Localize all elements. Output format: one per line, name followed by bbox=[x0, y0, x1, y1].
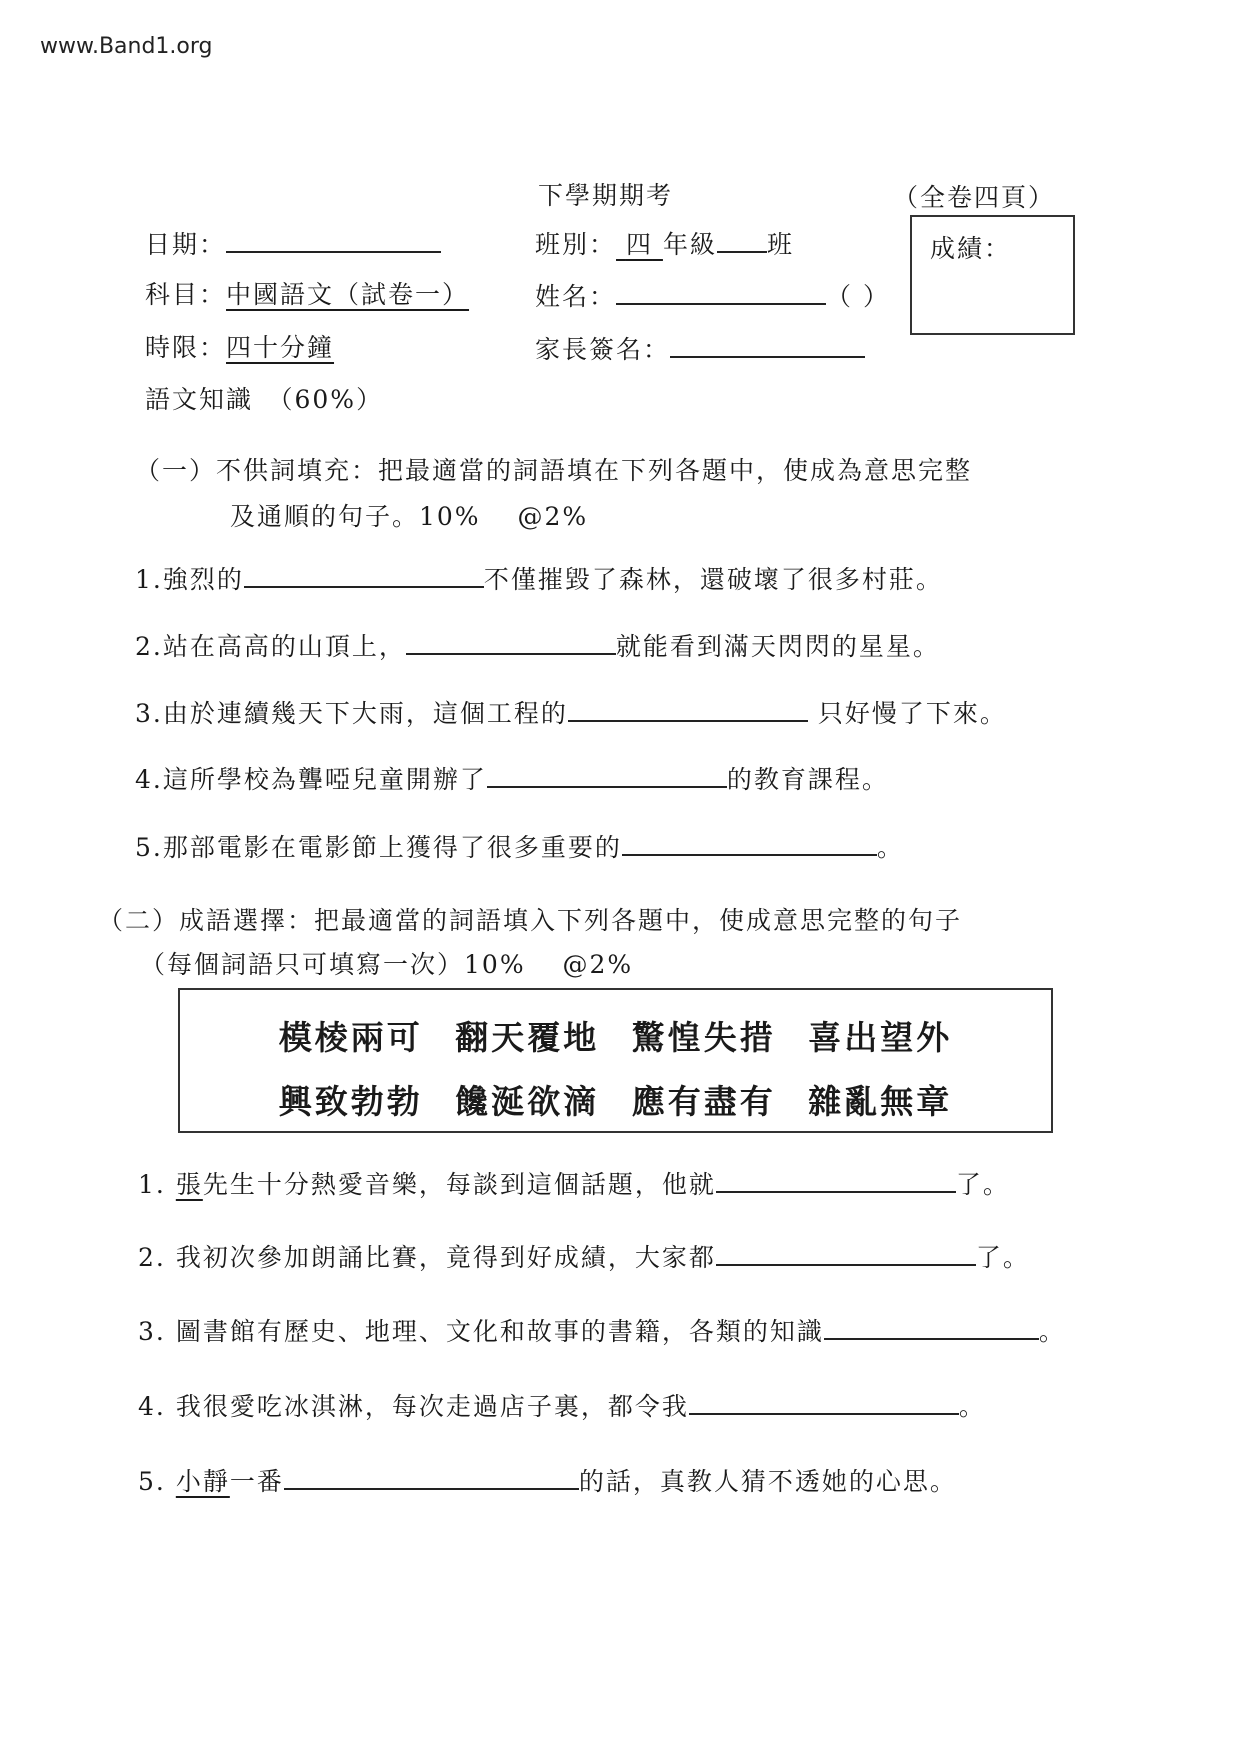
part1-question-3 bbox=[135, 694, 1007, 730]
grade-word: 年級 bbox=[662, 230, 717, 259]
time-row bbox=[145, 328, 334, 364]
part1-question-4 bbox=[135, 760, 889, 796]
answer-blank[interactable] bbox=[716, 1238, 976, 1266]
word-bank-row-2 bbox=[180, 1076, 1051, 1123]
answer-blank[interactable] bbox=[689, 1387, 959, 1415]
question-text-before: 先生十分熱愛音樂，每談到這個話題，他就 bbox=[202, 1170, 716, 1199]
date-field[interactable] bbox=[226, 225, 441, 253]
answer-blank[interactable] bbox=[284, 1462, 579, 1490]
part2-question-4 bbox=[138, 1387, 986, 1423]
part1-heading-line2: 及通順的句子。10% @2% bbox=[230, 502, 589, 531]
exam-title: 下學期期考 bbox=[538, 181, 674, 210]
answer-blank[interactable] bbox=[716, 1165, 956, 1193]
word-bank-item: 饞涎欲滴 bbox=[455, 1082, 600, 1121]
question-text-before: 那部電影在電影節上獲得了很多重要的 bbox=[162, 833, 622, 862]
question-number: 3. bbox=[135, 699, 163, 728]
name-field[interactable] bbox=[616, 277, 826, 305]
question-text-after: 不僅摧毀了森林，還破壞了很多村莊。 bbox=[483, 565, 943, 594]
proper-name: 張 bbox=[175, 1170, 203, 1199]
class-label: 班別： bbox=[535, 230, 617, 259]
question-number: 1. bbox=[138, 1170, 166, 1199]
proper-name: 小靜 bbox=[175, 1467, 230, 1496]
time-value: 四十分鐘 bbox=[226, 333, 335, 362]
class-row bbox=[535, 225, 794, 261]
question-text-after: 的話，真教人猜不透她的心思。 bbox=[578, 1467, 957, 1496]
word-bank-box bbox=[178, 988, 1053, 1133]
question-number: 5. bbox=[138, 1467, 166, 1496]
question-number: 5. bbox=[135, 833, 163, 862]
time-label: 時限： bbox=[145, 333, 227, 362]
answer-blank[interactable] bbox=[406, 627, 616, 655]
subject-row bbox=[145, 275, 469, 311]
word-bank-item: 模棱兩可 bbox=[278, 1018, 423, 1057]
question-number: 4. bbox=[138, 1392, 166, 1421]
answer-blank[interactable] bbox=[487, 760, 727, 788]
question-number: 2. bbox=[138, 1243, 166, 1272]
answer-blank[interactable] bbox=[622, 828, 877, 856]
part2-question-3 bbox=[138, 1312, 1066, 1348]
parent-sign-label: 家長簽名： bbox=[535, 335, 671, 364]
score-box bbox=[910, 215, 1075, 335]
date-row bbox=[145, 225, 441, 261]
question-number: 3. bbox=[138, 1317, 166, 1346]
section-heading: 語文知識 （60%） bbox=[145, 385, 384, 414]
question-number: 4. bbox=[135, 765, 163, 794]
answer-blank[interactable] bbox=[568, 694, 808, 722]
question-text-before: 站在高高的山頂上， bbox=[162, 632, 406, 661]
word-bank-item: 興致勃勃 bbox=[278, 1082, 423, 1121]
date-label: 日期： bbox=[145, 230, 227, 259]
word-bank-item: 雜亂無章 bbox=[808, 1082, 953, 1121]
word-bank-item: 驚惶失措 bbox=[631, 1018, 776, 1057]
question-text-before: 一番 bbox=[229, 1467, 284, 1496]
parent-sign-field[interactable] bbox=[670, 330, 865, 358]
word-bank-item: 喜出望外 bbox=[808, 1018, 953, 1057]
part2-question-1 bbox=[138, 1165, 1010, 1201]
question-text-before: 這所學校為聾啞兒童開辦了 bbox=[162, 765, 487, 794]
part1-question-1 bbox=[135, 560, 943, 596]
question-text-after: 的教育課程。 bbox=[726, 765, 889, 794]
score-label: 成績： bbox=[930, 234, 1012, 263]
part1-question-2 bbox=[135, 627, 940, 663]
part1-heading-line1: （一）不供詞填充：把最適當的詞語填在下列各題中，使成為意思完整 bbox=[135, 456, 973, 485]
part1-question-5 bbox=[135, 828, 904, 864]
question-text-before: 由於連續幾天下大雨，這個工程的 bbox=[162, 699, 568, 728]
parent-sign-row bbox=[535, 330, 865, 366]
question-text-before: 我初次參加朗誦比賽，竟得到好成績，大家都 bbox=[175, 1243, 716, 1272]
question-text-before: 我很愛吃冰淇淋，每次走過店子裏，都令我 bbox=[175, 1392, 689, 1421]
pages-note: （全卷四頁） bbox=[893, 183, 1056, 212]
question-text-before: 強烈的 bbox=[162, 565, 244, 594]
class-grade-value[interactable]: 四 bbox=[625, 230, 653, 259]
class-field[interactable] bbox=[717, 225, 767, 253]
word-bank-item: 翻天覆地 bbox=[455, 1018, 600, 1057]
part2-question-2 bbox=[138, 1238, 1030, 1274]
question-text-after: 就能看到滿天閃閃的星星。 bbox=[615, 632, 940, 661]
part2-question-5 bbox=[138, 1462, 957, 1498]
name-row bbox=[535, 277, 890, 313]
name-label: 姓名： bbox=[535, 282, 617, 311]
class-suffix: 班 bbox=[766, 230, 794, 259]
question-text-after: 只好慢了下來。 bbox=[807, 699, 1007, 728]
class-number-field[interactable]: （ ） bbox=[826, 282, 890, 311]
answer-blank[interactable] bbox=[244, 560, 484, 588]
part2-heading-line2: （每個詞語只可填寫一次）10% @2% bbox=[140, 950, 634, 979]
question-text-after: 。 bbox=[958, 1392, 986, 1421]
site-watermark: www.Band1.org bbox=[40, 34, 213, 59]
question-text-after: 。 bbox=[1038, 1317, 1066, 1346]
question-text-after: 。 bbox=[876, 833, 904, 862]
word-bank-item: 應有盡有 bbox=[631, 1082, 776, 1121]
word-bank-row-1 bbox=[180, 1012, 1051, 1059]
question-number: 1. bbox=[135, 565, 163, 594]
answer-blank[interactable] bbox=[824, 1312, 1039, 1340]
question-number: 2. bbox=[135, 632, 163, 661]
question-text-after: 了。 bbox=[955, 1170, 1010, 1199]
question-text-after: 了。 bbox=[975, 1243, 1030, 1272]
question-text-before: 圖書館有歷史、地理、文化和故事的書籍，各類的知識 bbox=[175, 1317, 824, 1346]
part2-heading-line1: （二）成語選擇：把最適當的詞語填入下列各題中，使成意思完整的句子 bbox=[98, 906, 963, 935]
subject-value: 中國語文（試卷一） bbox=[226, 280, 470, 309]
subject-label: 科目： bbox=[145, 280, 227, 309]
